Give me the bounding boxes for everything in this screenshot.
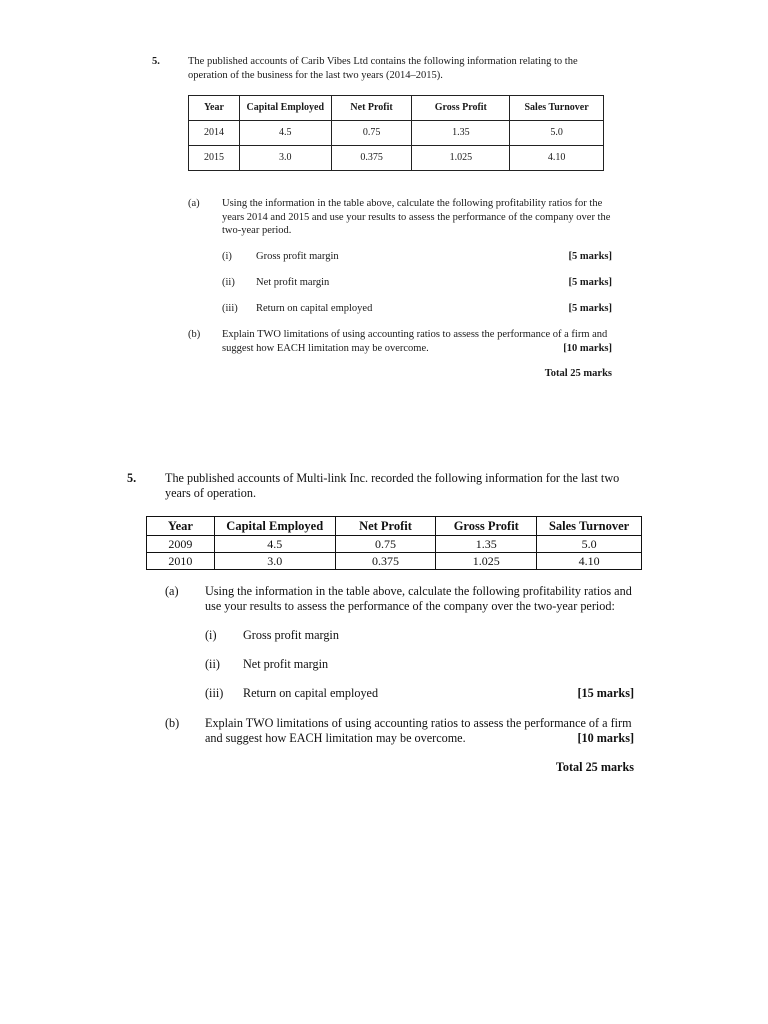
part-b-label: (b): [165, 716, 180, 730]
sub-item-text: Return on capital employed: [243, 686, 379, 700]
question-number: 5.: [127, 471, 137, 485]
question-number: 5.: [152, 56, 160, 67]
total-marks: Total 25 marks: [544, 368, 612, 379]
table-header-row: [147, 517, 642, 536]
table-cell: 0.375: [331, 146, 412, 171]
sub-item-number: (iii): [205, 686, 224, 700]
table-cell: 2009: [147, 536, 215, 553]
table-cell: 4.5: [239, 121, 331, 146]
column-header-year: Year: [189, 96, 240, 121]
marks-label: [5 marks]: [568, 277, 612, 288]
table-row: [189, 146, 604, 171]
column-header-sales-turnover: Sales Turnover: [537, 517, 642, 536]
question-intro: The published accounts of Multi-link Inc. recorded the following information for the last two years of operation.: [165, 471, 620, 500]
sub-item-number: (i): [205, 628, 217, 642]
sub-item-text: Net profit margin: [256, 277, 330, 288]
part-a-text: Using the information in the table above, calculate the following profitability ratios and use your results to assess the performance of the company over the two-year period:: [205, 584, 632, 613]
table-cell: 4.10: [510, 146, 604, 171]
part-a-text: Using the information in the table above, calculate the following profitability ratios for the years 2014 and 2015 and use your results to assess the performance of the company over the two-year period.: [222, 198, 611, 236]
table-cell: 4.5: [214, 536, 335, 553]
marks-label: [15 marks]: [577, 686, 634, 700]
table-cell: 0.75: [335, 536, 436, 553]
table-header-row: [189, 96, 604, 121]
sub-item-number: (i): [222, 251, 232, 262]
sub-item-number: (iii): [222, 303, 238, 314]
marks-label: [10 marks]: [563, 343, 612, 354]
data-table: [146, 516, 642, 570]
table-cell: 0.75: [331, 121, 412, 146]
sub-item-text: Net profit margin: [243, 657, 329, 671]
marks-label: [10 marks]: [577, 731, 634, 745]
column-header-capital-employed: Capital Employed: [214, 517, 335, 536]
part-a-label: (a): [188, 198, 200, 209]
sub-item-number: (ii): [222, 277, 235, 288]
column-header-net-profit: Net Profit: [335, 517, 436, 536]
table-cell: 1.35: [436, 536, 537, 553]
column-header-year: Year: [147, 517, 215, 536]
table-cell: 3.0: [214, 553, 335, 570]
sub-item-text: Return on capital employed: [256, 303, 373, 314]
part-b-label: (b): [188, 329, 201, 340]
sub-item-number: (ii): [205, 657, 220, 671]
table-cell: 2010: [147, 553, 215, 570]
table-row: [147, 553, 642, 570]
table-cell: 2014: [189, 121, 240, 146]
table-row: [189, 121, 604, 146]
question-intro: The published accounts of Carib Vibes Ltd contains the following information relating to the operation of the business for the last two years (2014–2015).: [188, 56, 578, 81]
total-marks: Total 25 marks: [555, 760, 634, 774]
table-cell: 0.375: [335, 553, 436, 570]
table-cell: 4.10: [537, 553, 642, 570]
column-header-gross-profit: Gross Profit: [436, 517, 537, 536]
table-cell: 1.025: [436, 553, 537, 570]
table-cell: 1.35: [412, 121, 510, 146]
part-b-text: Explain TWO limitations of using accounting ratios to assess the performance of a firm and suggest how EACH limitation may be overcome.: [205, 716, 632, 745]
column-header-capital-employed: Capital Employed: [239, 96, 331, 121]
table-cell: 5.0: [510, 121, 604, 146]
marks-label: [5 marks]: [568, 303, 612, 314]
table-cell: 1.025: [412, 146, 510, 171]
column-header-gross-profit: Gross Profit: [412, 96, 510, 121]
marks-label: [5 marks]: [568, 251, 612, 262]
table-cell: 3.0: [239, 146, 331, 171]
column-header-sales-turnover: Sales Turnover: [510, 96, 604, 121]
column-header-net-profit: Net Profit: [331, 96, 412, 121]
part-b-text: Explain TWO limitations of using accounting ratios to assess the performance of a firm and suggest how EACH limitation may be overcome.: [222, 329, 608, 354]
table-cell: 5.0: [537, 536, 642, 553]
sub-item-text: Gross profit margin: [243, 628, 339, 642]
table-cell: 2015: [189, 146, 240, 171]
part-a-label: (a): [165, 584, 179, 598]
data-table: [188, 95, 604, 171]
table-row: [147, 536, 642, 553]
sub-item-text: Gross profit margin: [256, 251, 339, 262]
